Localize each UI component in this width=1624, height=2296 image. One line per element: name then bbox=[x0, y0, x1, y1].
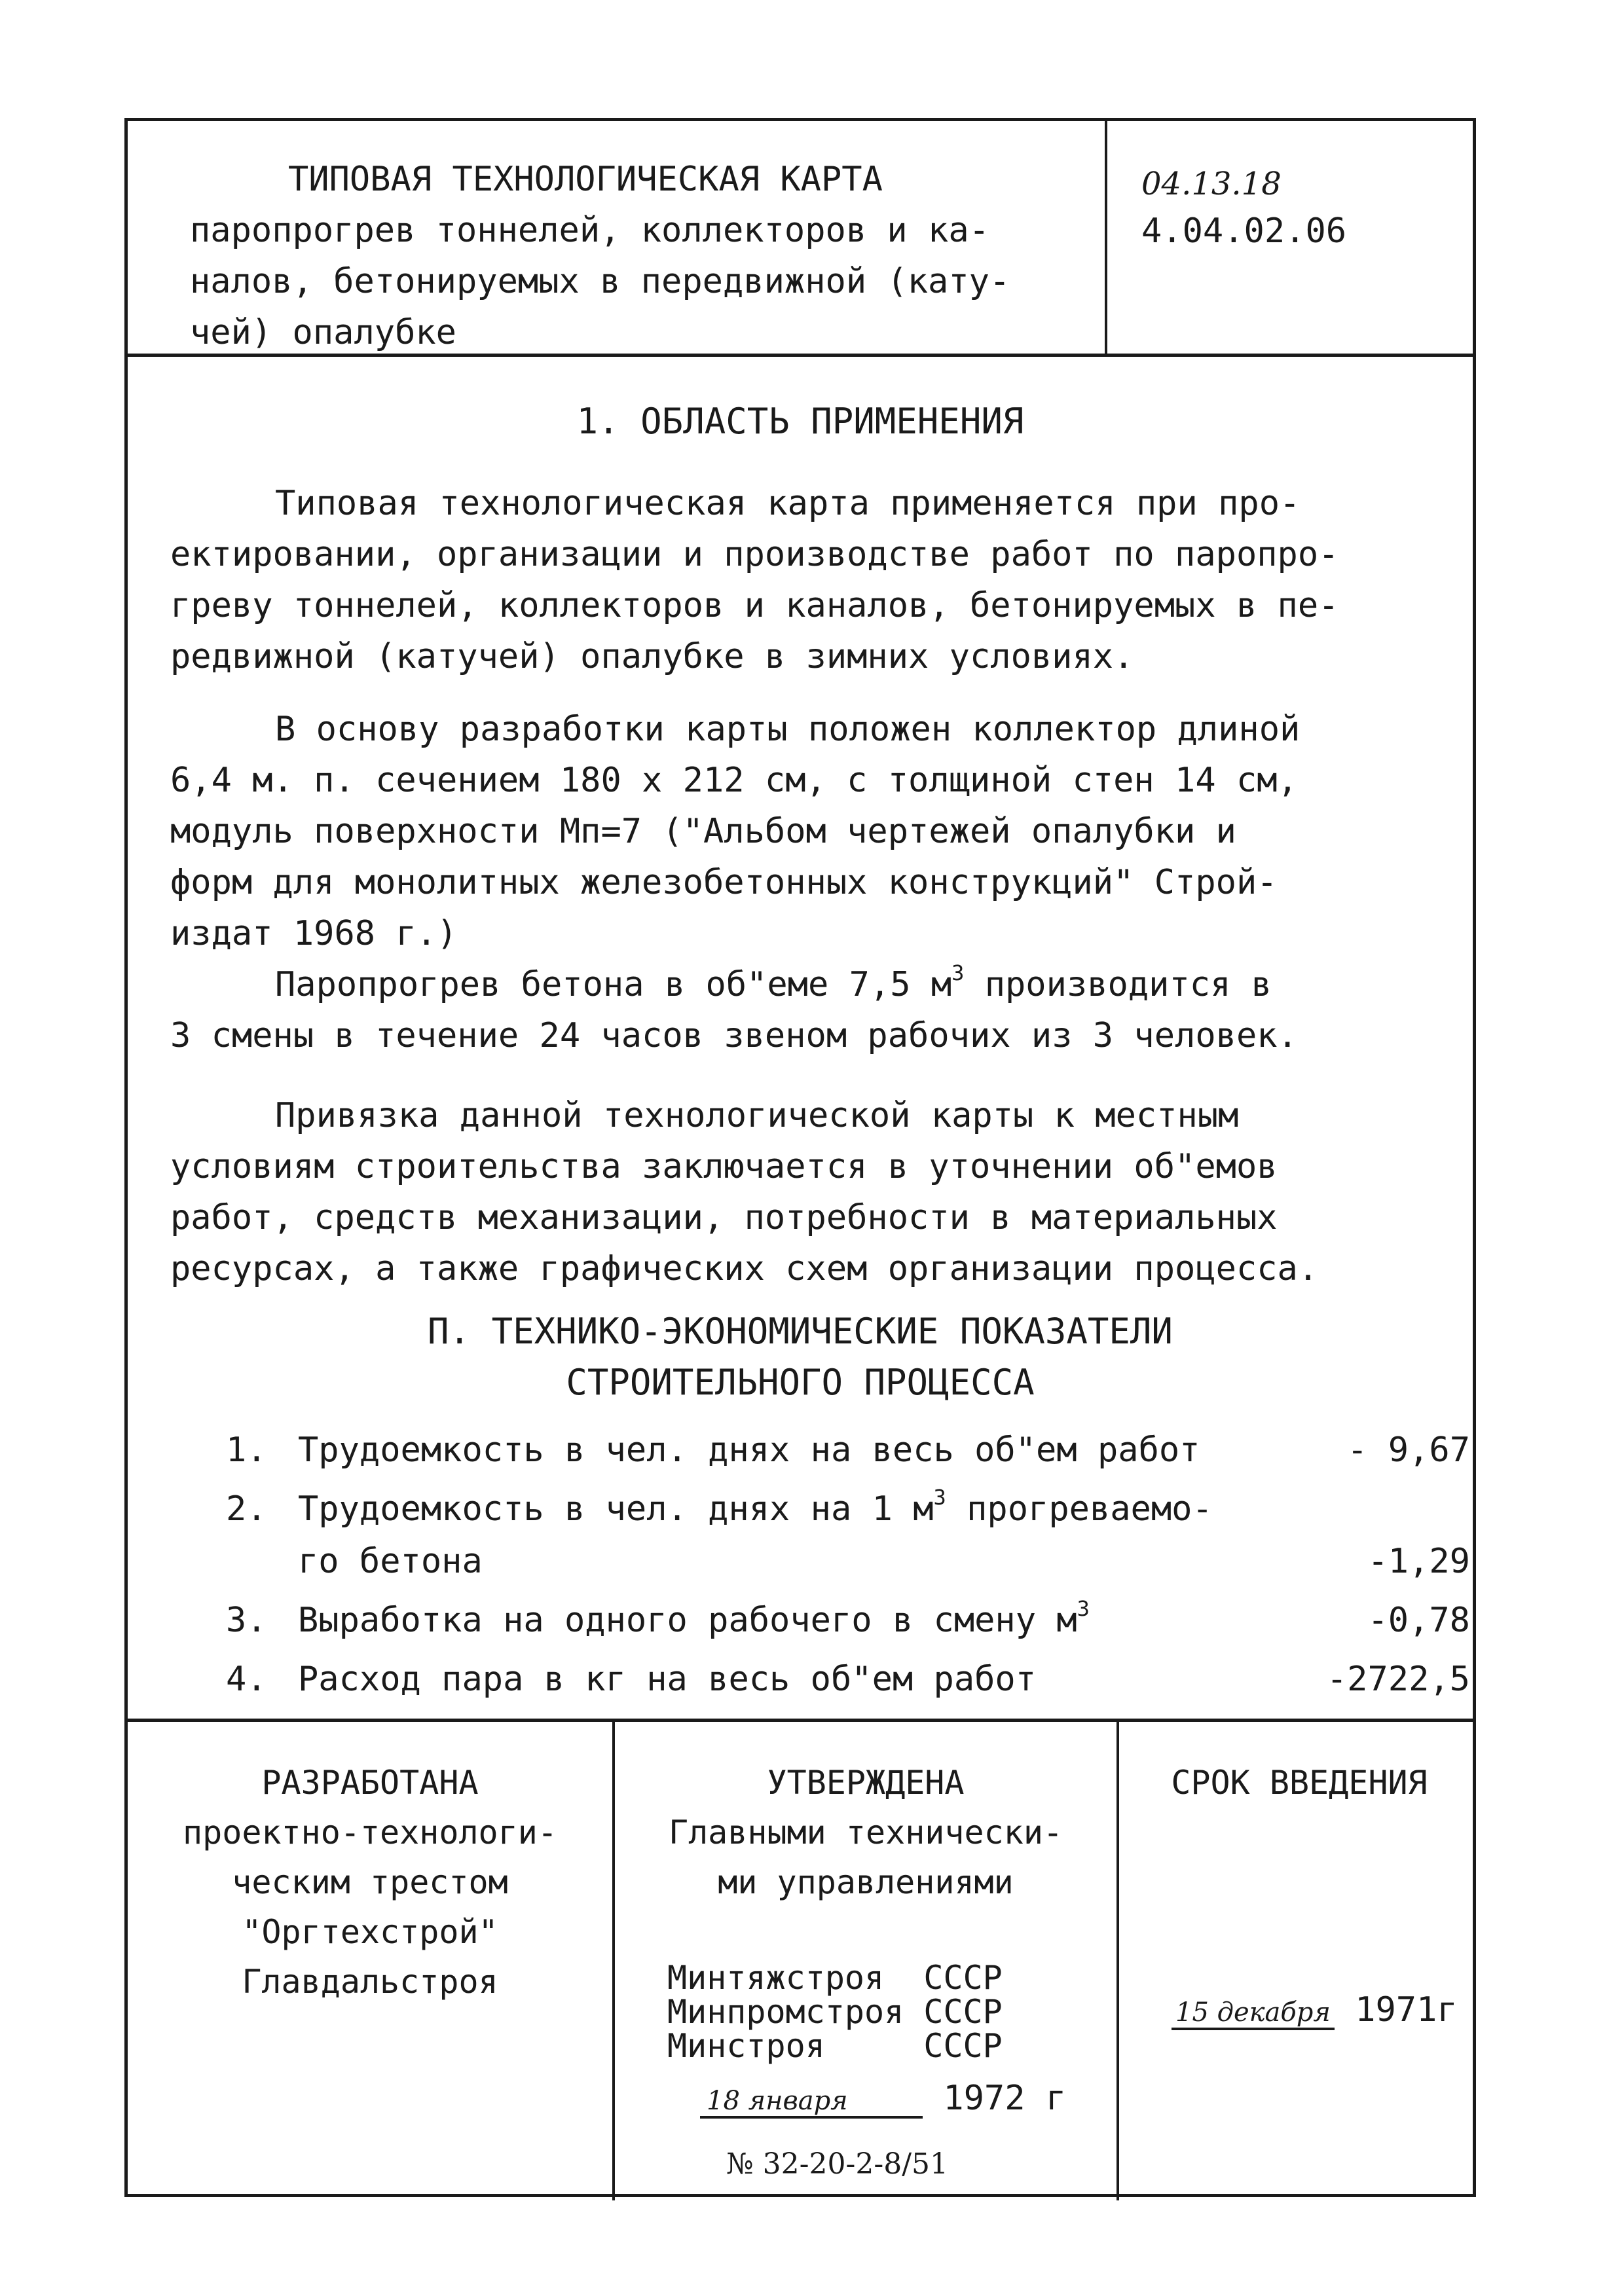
superscript: 3 bbox=[1077, 1595, 1090, 1621]
ministry-country: СССР bbox=[923, 1959, 1003, 1997]
text-line: РАЗРАБОТАНА bbox=[261, 1764, 479, 1802]
effective-date-title bbox=[1119, 1758, 1479, 1808]
effective-year: 1971г bbox=[1355, 1990, 1458, 2030]
developed-by-text bbox=[128, 1758, 612, 2007]
approval-date bbox=[700, 2079, 1066, 2119]
indicator-text bbox=[226, 1594, 1470, 1647]
order-number: № 32-20-2-8/51 bbox=[726, 2147, 949, 2181]
text-line: модуль поверхности Мп=7 ("Альбом чертежей опалубки и bbox=[170, 812, 1236, 851]
ministry-row bbox=[667, 1995, 1003, 2029]
text-fragment: Трудоемкость в чел. днях на 1 м bbox=[298, 1489, 934, 1529]
text-line: Главдальстроя bbox=[242, 1963, 498, 2001]
indicator-item bbox=[226, 1594, 1470, 1647]
text-line: Главными технически- bbox=[668, 1813, 1063, 1851]
text-line: "Оргтехстрой" bbox=[242, 1913, 498, 1951]
handwritten-date: 15 декабря bbox=[1172, 1997, 1335, 2030]
indicator-item bbox=[226, 1424, 1470, 1476]
section1-paragraph-2 bbox=[170, 704, 1441, 959]
text-fragment: прогреваемо- bbox=[946, 1489, 1213, 1529]
approved-by-text bbox=[615, 1758, 1116, 1907]
section1-title: 1. ОБЛАСТЬ ПРИМЕНЕНИЯ bbox=[576, 401, 1024, 442]
ministries-list bbox=[667, 1961, 1003, 2063]
indicator-item bbox=[226, 1483, 1470, 1588]
indicator-number: 1. bbox=[226, 1430, 267, 1470]
document-frame bbox=[124, 118, 1476, 2197]
indicator-number: 3. bbox=[226, 1601, 267, 1640]
section1-paragraph-4 bbox=[170, 1090, 1441, 1294]
approved-by-column bbox=[612, 1722, 1116, 2200]
ministry-row bbox=[667, 2029, 1003, 2063]
title-line: чей) опалубке bbox=[190, 313, 456, 352]
indicator-number: 2. bbox=[226, 1489, 267, 1529]
section2-title-line-2: СТРОИТЕЛЬНОГО ПРОЦЕССА bbox=[566, 1362, 1035, 1403]
text-line: условиям строительства заключается в уточнении об"емов bbox=[170, 1147, 1278, 1186]
section1-paragraph-1 bbox=[170, 478, 1441, 682]
document-code: 4.04.02.06 bbox=[1141, 211, 1347, 251]
text-line: СРОК ВВЕДЕНИЯ bbox=[1171, 1764, 1428, 1802]
header-divider bbox=[1105, 121, 1107, 354]
document-header bbox=[128, 121, 1473, 357]
indicator-value: -1,29 bbox=[1367, 1542, 1470, 1581]
ministry-country: СССР bbox=[923, 1993, 1003, 2031]
handwritten-date: 18 января bbox=[700, 2086, 923, 2119]
text-line: ектировании, организации и производстве работ по паропро- bbox=[170, 535, 1339, 574]
text-line: го бетона bbox=[298, 1542, 483, 1581]
text-line: проектно-технологи- bbox=[183, 1813, 557, 1851]
developed-by-column bbox=[128, 1722, 612, 2200]
text-line: ми управлениями bbox=[718, 1863, 1014, 1901]
approval-year: 1972 г bbox=[943, 2079, 1067, 2118]
text-line: Типовая технологическая карта применяется при про- bbox=[275, 484, 1301, 523]
section1-paragraph-3 bbox=[170, 959, 1441, 1061]
text-line bbox=[170, 959, 1441, 1010]
handwritten-code: 04.13.18 bbox=[1141, 166, 1282, 202]
title-line: ТИПОВАЯ ТЕХНОЛОГИЧЕСКАЯ КАРТА bbox=[288, 160, 883, 199]
superscript: 3 bbox=[933, 1484, 946, 1510]
title-line: налов, бетонируемых в передвижной (кату- bbox=[190, 262, 1010, 301]
text-line: Привязка данной технологической карты к местным bbox=[275, 1096, 1239, 1135]
indicator-text bbox=[226, 1424, 1470, 1476]
document-title bbox=[190, 154, 1211, 358]
text-line: ческим трестом bbox=[232, 1863, 508, 1901]
indicator-value: -2722,5 bbox=[1326, 1660, 1470, 1699]
indicator-value: -0,78 bbox=[1367, 1601, 1470, 1640]
text-line: 6,4 м. п. сечением 180 х 212 см, с толщиной стен 14 см, bbox=[170, 761, 1298, 800]
text-line: редвижной (катучей) опалубке в зимних условиях. bbox=[170, 637, 1134, 676]
approval-footer bbox=[128, 1719, 1473, 2200]
text-line: В основу разработки карты положен коллектор длиной bbox=[275, 710, 1301, 749]
text-line: ресурсах, а также графических схем организации процесса. bbox=[170, 1249, 1319, 1288]
title-line: паропрогрев тоннелей, коллекторов и ка- bbox=[190, 211, 989, 250]
text-line: 3 смены в течение 24 часов звеном рабочих из 3 человек. bbox=[170, 1016, 1298, 1055]
indicator-number: 4. bbox=[226, 1660, 267, 1699]
text-line: Расход пара в кг на весь об"ем работ bbox=[298, 1660, 1037, 1699]
indicators-list bbox=[226, 1424, 1470, 1705]
indicator-text bbox=[226, 1483, 1470, 1588]
ministry-name: Минстроя bbox=[667, 2027, 825, 2065]
text-line: греву тоннелей, коллекторов и каналов, бетонируемых в пе- bbox=[170, 586, 1339, 625]
indicator-text bbox=[226, 1653, 1470, 1705]
superscript: 3 bbox=[951, 960, 965, 985]
ministry-name: Минпромстроя bbox=[667, 1993, 904, 2031]
indicator-value: - 9,67 bbox=[1347, 1430, 1470, 1470]
document-code-box bbox=[1141, 160, 1346, 255]
text-fragment: Паропрогрев бетона в об"еме 7,5 м bbox=[275, 965, 952, 1004]
text-fragment: Выработка на одного рабочего в смену м bbox=[298, 1601, 1077, 1640]
ministry-row bbox=[667, 1961, 1003, 1995]
section2-title-line-1: П. ТЕХНИКО-ЭКОНОМИЧЕСКИЕ ПОКАЗАТЕЛИ bbox=[428, 1311, 1173, 1352]
text-line: Трудоемкость в чел. днях на весь об"ем работ bbox=[298, 1430, 1200, 1470]
text-line bbox=[298, 1594, 1470, 1647]
effective-date-column bbox=[1116, 1722, 1479, 2200]
effective-date bbox=[1172, 1990, 1458, 2030]
indicator-item bbox=[226, 1653, 1470, 1705]
ministry-name: Минтяжстроя bbox=[667, 1959, 885, 1997]
text-line: форм для монолитных железобетонных конструкций" Строй- bbox=[170, 863, 1278, 902]
text-fragment: производится в bbox=[964, 965, 1272, 1004]
text-line: работ, средств механизации, потребности в материальных bbox=[170, 1198, 1278, 1237]
text-line: издат 1968 г.) bbox=[170, 914, 458, 953]
text-line bbox=[298, 1483, 1470, 1535]
text-line: УТВЕРЖДЕНА bbox=[767, 1764, 965, 1802]
ministry-country: СССР bbox=[923, 2027, 1003, 2065]
